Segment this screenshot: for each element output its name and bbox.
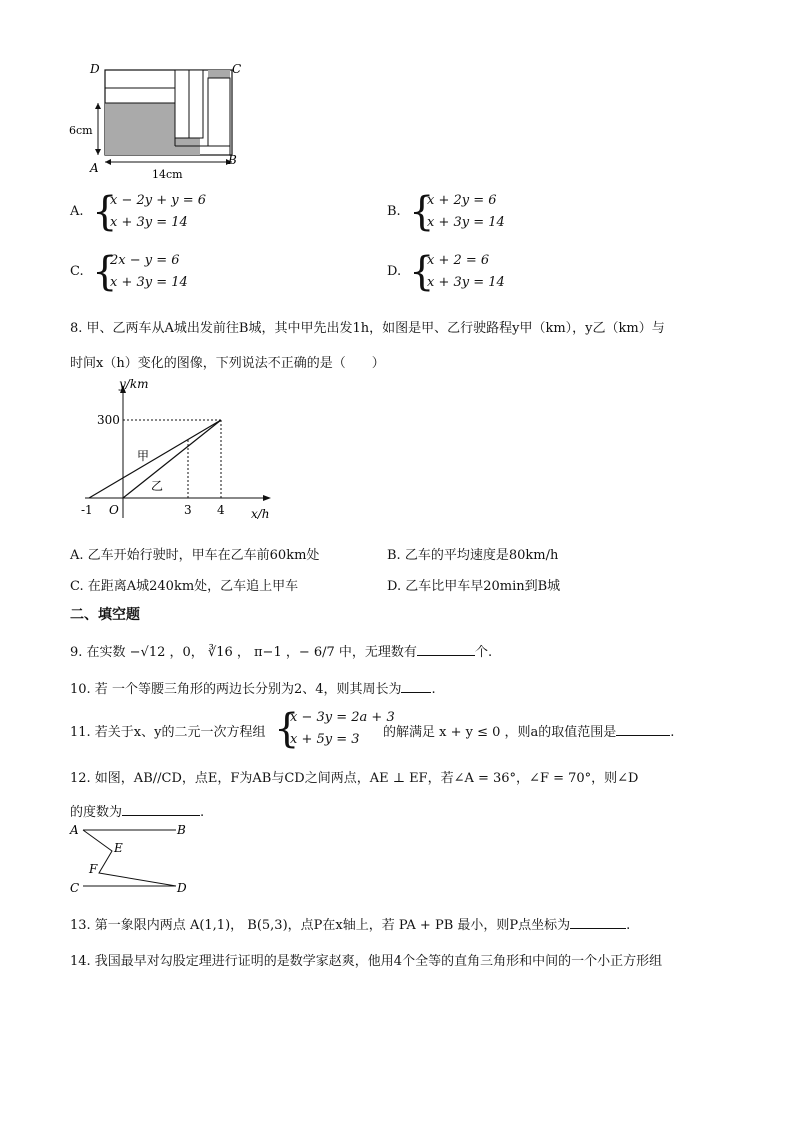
label-A: A — [90, 161, 99, 175]
option-7C[interactable]: C. { 2x − y = 6 x + 3y = 14 — [70, 249, 188, 295]
parallel-lines-figure — [66, 820, 206, 898]
tick-neg1: -1 — [81, 503, 93, 517]
tick-4: 4 — [217, 503, 225, 517]
q11-post: . — [670, 725, 675, 740]
equation: x + 5y = 3 — [290, 732, 360, 747]
section-title: 二、填空题 — [70, 607, 140, 623]
label-F: F — [89, 862, 98, 876]
q13-post: . — [626, 918, 631, 933]
q11-text: 11. 若关于x、y的二元一次方程组 — [70, 725, 266, 740]
label-B: B — [177, 823, 186, 837]
q13-text: 13. 第一象限内两点 A(1,1)， B(5,3)，点P在x轴上，若 PA + PB 最小，则P点坐标为 — [70, 918, 571, 933]
equation: 2x − y = 6 — [110, 253, 180, 268]
equation: x + 3y = 14 — [110, 275, 188, 290]
q10-post: . — [431, 682, 436, 697]
x-axis-label: x/h — [251, 507, 270, 521]
equation: x + 2 = 6 — [427, 253, 490, 268]
q10 — [70, 678, 436, 697]
q12-line1: 12. 如图，AB//CD，点E，F为AB与CD之间两点，AE ⊥ EF，若∠A = 36°，∠F = 70°，则∠D — [70, 771, 639, 786]
label-D: D — [90, 62, 100, 76]
label-A: A — [70, 823, 79, 837]
q11-mid: 的解满足 x + y ≤ 0 ，则a的取值范围是 — [383, 725, 617, 740]
q12-line2 — [70, 801, 204, 820]
option-label: A. — [70, 204, 84, 219]
q10-text: 10. 若 一个等腰三角形的两边长分别为2、4，则其周长为 — [70, 682, 402, 697]
equation: x − 3y = 2a + 3 — [290, 710, 395, 725]
answer-blank[interactable] — [401, 680, 431, 693]
q9-text: 9. 在实数 −√12 ，0， ∛16 ， π−1 ，− 6/7 中，无理数有 — [70, 645, 417, 660]
option-7B[interactable]: B. { x + 2y = 6 x + 3y = 14 — [387, 189, 505, 235]
label-E: E — [114, 841, 123, 855]
option-7D[interactable]: D. { x + 2 = 6 x + 3y = 14 — [387, 249, 505, 295]
equation: x − 2y + y = 6 — [110, 193, 207, 208]
line-yi: 乙 — [151, 479, 164, 493]
q13 — [70, 914, 630, 933]
option-8A[interactable]: A. 乙车开始行驶时，甲车在乙车前60km处 — [70, 548, 320, 563]
tick-3: 3 — [184, 503, 192, 517]
tick-300: 300 — [97, 413, 120, 427]
graph-lines — [75, 377, 285, 525]
label-C: C — [70, 881, 80, 895]
q11: 11. 若关于x、y的二元一次方程组 { x − 3y = 2a + 3 x + 5y = 3 的解满足 x + y ≤ 0 ，则a的取值范围是 . — [70, 706, 675, 752]
label-B: B — [228, 153, 237, 167]
equation: x + 3y = 14 — [427, 275, 505, 290]
option-label: D. — [387, 264, 402, 279]
width-label: 14cm — [152, 168, 183, 181]
equation: x + 2y = 6 — [427, 193, 497, 208]
q9-post: 个. — [474, 645, 493, 660]
y-axis-label: y/km — [119, 377, 149, 391]
q14: 14. 我国最早对勾股定理进行证明的是数学家赵爽，他用4个全等的直角三角形和中间的一个小正方形组 — [70, 954, 663, 969]
line-jia: 甲 — [137, 449, 150, 463]
option-label: B. — [387, 204, 401, 219]
answer-blank[interactable] — [417, 643, 475, 656]
option-8D[interactable]: D. 乙车比甲车早20min到B城 — [387, 579, 561, 594]
option-8C[interactable]: C. 在距离A城240km处，乙车追上甲车 — [70, 579, 299, 594]
q12-post: . — [200, 805, 205, 820]
q9 — [70, 641, 492, 660]
q12-text: 的度数为 — [70, 805, 123, 820]
answer-blank[interactable] — [616, 723, 670, 736]
label-C: C — [232, 62, 242, 76]
rectangle-figure — [69, 58, 250, 183]
origin: O — [109, 503, 119, 517]
option-7A[interactable]: A. { x − 2y + y = 6 x + 3y = 14 — [70, 189, 207, 235]
answer-blank[interactable] — [570, 916, 626, 929]
answer-blank[interactable] — [122, 803, 200, 816]
label-D: D — [177, 881, 187, 895]
height-label: 6cm — [69, 124, 93, 137]
q8-line1: 8. 甲、乙两车从A城出发前往B城，其中甲先出发1h，如图是甲、乙行驶路程y甲（km），y乙（km）与 — [70, 321, 665, 336]
q8-line2: 时间x（h）变化的图像，下列说法不正确的是（ ） — [70, 356, 385, 371]
option-label: C. — [70, 264, 84, 279]
equation: x + 3y = 14 — [427, 215, 505, 230]
equation: x + 3y = 14 — [110, 215, 188, 230]
option-8B[interactable]: B. 乙车的平均速度是80km/h — [387, 548, 559, 563]
